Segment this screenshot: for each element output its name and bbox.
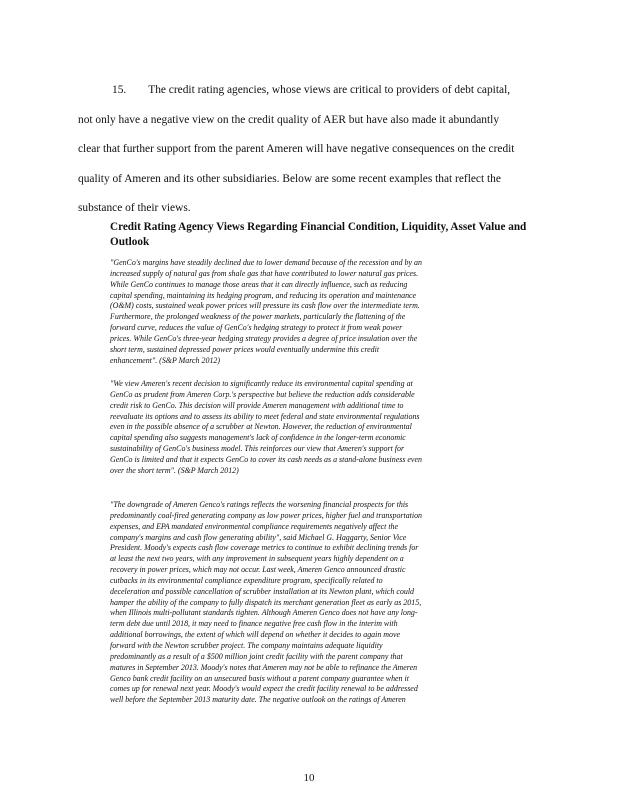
paragraph-line: not only have a negative view on the credit quality of AER but have also made it abundantly xyxy=(78,113,500,126)
body-paragraph-15 xyxy=(78,76,544,224)
paragraph-line: quality of Ameren and its other subsidiaries. Below are some recent examples that reflect the xyxy=(78,172,501,185)
quote-line: prices. While GenCo's three-year hedging strategy provides a degree of price insulation over the xyxy=(110,333,418,343)
quote-sp-2 xyxy=(110,379,536,477)
quote-line: increased supply of natural gas from shale gas that have contributed to lower natural gas prices. xyxy=(110,268,419,278)
quote-line: Genco bank credit facility on an unsecured basis without a parent company guarantee when it xyxy=(110,673,409,683)
quote-line: even in the possible absence of a scrubber at Newton. However, the reduction of environmental xyxy=(110,422,412,432)
quote-line: forward curve, reduces the value of GenCo's hedging strategy to protect it from weak power xyxy=(110,323,403,333)
quote-line: short term, sustained depressed power prices would eventually undermine this credit xyxy=(110,344,380,354)
quote-line: (O&M) costs, sustained weak power prices will pressure its cash flow over the intermediate term. xyxy=(110,301,420,311)
quote-line: President. Moody's expects cash flow coverage metrics to continue to exhibit declining trends for xyxy=(110,543,419,553)
quote-line: predominantly coal-fired generating company as low power prices, higher fuel and transportation xyxy=(110,510,423,520)
quote-line: hamper the ability of the company to fully dispatch its merchant generation fleet as early as 2015, xyxy=(110,597,422,607)
quote-line: over the short term". (S&P March 2012) xyxy=(110,465,239,475)
quote-line: Furthermore, the prolonged weakness of the power markets, particularly the flattening of the xyxy=(110,312,406,322)
paragraph-line: The credit rating agencies, whose views are critical to providers of debt capital, xyxy=(148,84,511,96)
quote-line: "The downgrade of Ameren Genco's ratings reflects the worsening financial prospects for this xyxy=(110,500,409,509)
quote-moodys xyxy=(110,500,536,706)
quote-line: forward with the Newton scrubber project. The company maintains adequate liquidity xyxy=(110,640,383,650)
quote-line: reevaluate its options and to assess its ability to meet federal and state environmental regulations xyxy=(110,411,420,421)
quote-line: cutbacks in its environmental compliance expenditure program, specifically related to xyxy=(110,575,383,585)
quote-line: additional borrowings, the extent of which will depend on whether it decides to again move xyxy=(110,630,401,640)
quote-line: capital spending also suggests management's lack of confidence in the longer-term economic xyxy=(110,433,406,443)
paragraph-number: 15. xyxy=(112,84,127,96)
quote-line: enhancement". (S&P March 2012) xyxy=(110,355,221,365)
quote-sp-1 xyxy=(110,258,536,366)
quote-line: deceleration and possible cancellation of scrubber installation at its Newton plant, which could xyxy=(110,586,415,596)
paragraph-first-line xyxy=(78,76,544,106)
quote-line: comes up for renewal next year. Moody's would expect the credit facility renewal to be addressed xyxy=(110,684,418,694)
quote-line: term debt due until 2018, it may need to finance negative free cash flow in the interim with xyxy=(110,619,398,629)
quote-line: at least the next two years, with any improvement in subsequent years highly dependent on a xyxy=(110,554,404,564)
quote-line: when Illinois multi-pollutant standards tighten. Although Ameren Genco does not have any long- xyxy=(110,608,418,618)
page-number: 10 xyxy=(303,772,315,784)
quote-line: GenCo is limited and that it expects GenCo to cover its cash needs as a stand-alone business even xyxy=(110,454,422,464)
quote-line: recovery in power prices, which may not occur. Last week, Ameren Genco announced drastic xyxy=(110,565,406,575)
quote-line: GenCo as prudent from Ameren Corp.'s perspective but believe the reduction adds considerable xyxy=(110,389,415,399)
quote-line: "We view Ameren's recent decision to significantly reduce its environmental capital spending at xyxy=(110,379,413,388)
paragraph-line: substance of their views. xyxy=(78,202,191,215)
quote-line: company's margins and cash flow generating ability", said Michael G. Haggarty, Senior Vice xyxy=(110,532,407,542)
quote-line: well before the September 2013 maturity date. The negative outlook on the ratings of Ameren xyxy=(110,695,406,705)
quote-line: expenses, and EPA mandated environmental compliance requirements negatively affect the xyxy=(110,521,399,531)
quote-line: While GenCo continues to manage those areas that it can directly influence, such as reducing xyxy=(110,279,408,289)
paragraph-line: clear that further support from the parent Ameren will have negative consequences on the credit xyxy=(78,143,515,156)
quote-line: sustainability of GenCo's business model. This reinforces our view that Ameren's support for xyxy=(110,444,405,454)
quote-line: capital spending, maintaining its hedging program, and reducing its operation and maintenance xyxy=(110,290,417,300)
quote-line: credit risk to GenCo. This decision will provide Ameren management with additional time to xyxy=(110,400,404,410)
section-title: Credit Rating Agency Views Regarding Financial Condition, Liquidity, Asset Value and Outlook xyxy=(110,221,527,248)
quote-line: predominantly as a result of a $500 million joint credit facility with the parent company that xyxy=(110,651,403,661)
quote-line: matures in September 2013. Moody's notes that Ameren may not be able to refinance the Ameren xyxy=(110,662,418,672)
quote-line: "GenCo's margins have steadily declined due to lower demand because of the recession and by an xyxy=(110,258,422,267)
